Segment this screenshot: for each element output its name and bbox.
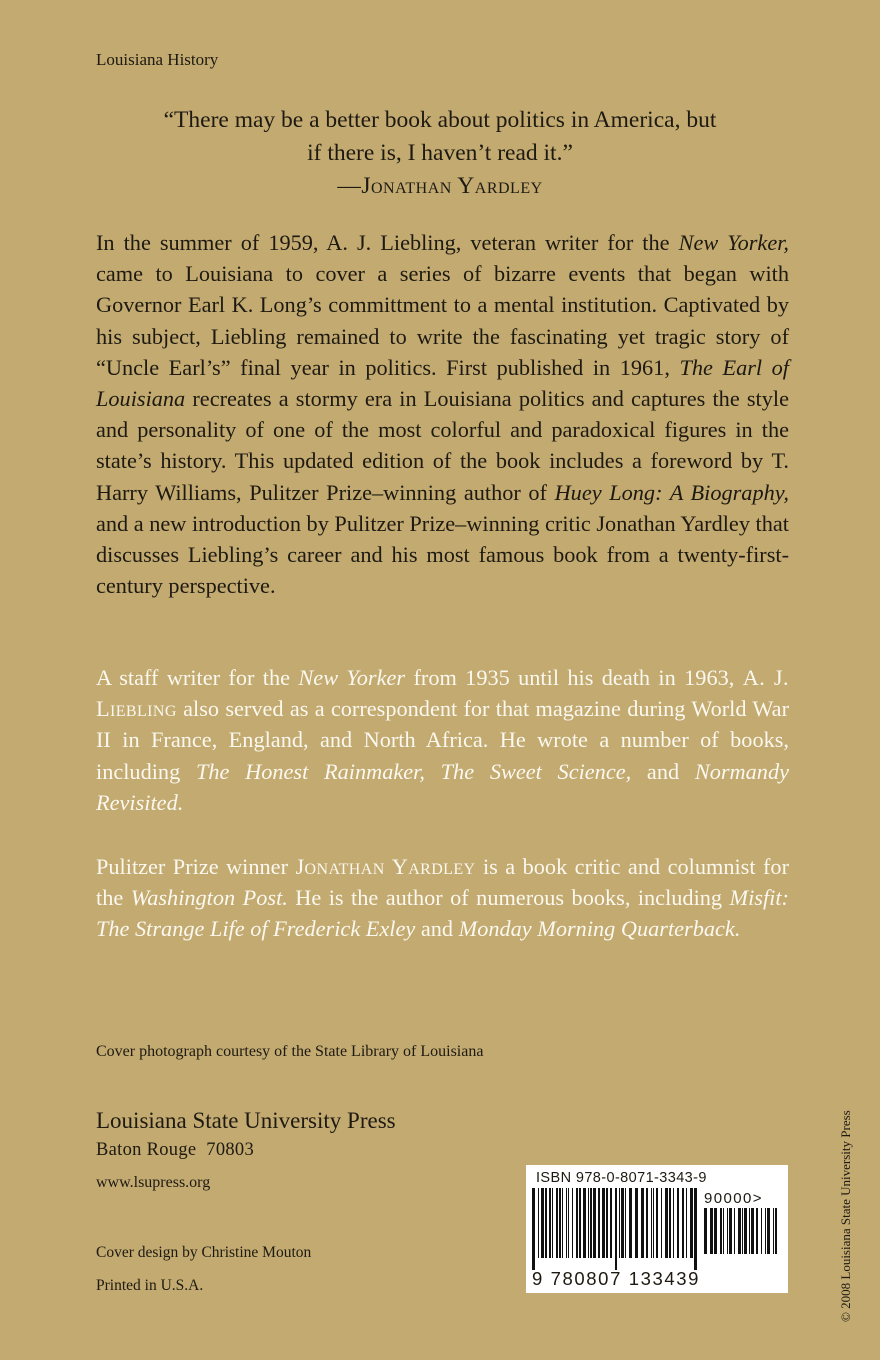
author-bio xyxy=(96,662,789,818)
barcode-bar xyxy=(629,1188,632,1258)
barcode-bar xyxy=(641,1188,644,1258)
barcode-bar xyxy=(686,1188,687,1258)
barcode-bar xyxy=(625,1188,626,1258)
barcode-bar xyxy=(556,1188,558,1258)
barcode-bar xyxy=(734,1208,735,1254)
barcode-bar xyxy=(761,1208,762,1254)
quote-line-1: “There may be a better book about politics in America, but xyxy=(163,107,717,133)
bio-italic: New Yorker xyxy=(298,665,406,690)
desc-italic: New Yorker, xyxy=(678,230,789,255)
barcode-bar xyxy=(532,1188,535,1270)
barcode-bar xyxy=(720,1208,722,1254)
barcode-bar xyxy=(588,1188,589,1258)
barcode-bar xyxy=(775,1208,777,1254)
barcode-bar xyxy=(665,1188,668,1258)
copyright-notice: © 2008 Louisiana State University Press xyxy=(838,1110,853,1322)
cover-design-credit: Cover design by Christine Mouton xyxy=(96,1244,312,1261)
bio-titles: The Honest Rainmaker, The Sweet Science, xyxy=(195,758,632,784)
barcode-bar xyxy=(669,1188,671,1258)
barcode-bar xyxy=(562,1188,563,1258)
category-label: Louisiana History xyxy=(96,50,219,69)
publisher-url[interactable]: www.lsupress.org xyxy=(96,1174,211,1191)
desc-text: and a new introduction by Pulitzer Prize–winning critic Jonathan Yardley that discusses Liebling’s career and his most famous book from a twenty-first-century perspective. xyxy=(96,510,789,599)
bio-title: Normandy Revisited. xyxy=(96,758,789,815)
desc-text: came to Louisiana to cover a series of bizarre events that began with Governor Earl K. Long’s committment to a mental institution. Captivated by his subject, Liebling remained to write the fascinating yet tragic story of “Uncle Earl’s” final year in politics. First published in 1961, xyxy=(96,261,789,380)
barcode-bar xyxy=(621,1188,624,1258)
barcode-bar xyxy=(773,1208,774,1254)
barcode-bar xyxy=(729,1208,732,1254)
barcode-bar xyxy=(541,1188,544,1258)
barcode-bar xyxy=(606,1188,608,1258)
barcode-bar xyxy=(704,1208,707,1254)
author-name: A. J. Liebling xyxy=(96,665,789,722)
barcode-bar xyxy=(579,1188,581,1258)
barcode-bar xyxy=(590,1188,592,1258)
barcode-bar xyxy=(673,1188,674,1258)
barcode-bar xyxy=(742,1208,743,1254)
barcode-bar xyxy=(651,1188,652,1258)
barcode-bar xyxy=(744,1208,747,1254)
barcode-bar xyxy=(682,1188,684,1258)
barcode-bar xyxy=(602,1188,605,1258)
barcode-bar xyxy=(635,1188,638,1258)
book-description xyxy=(96,227,789,601)
barcode-bar xyxy=(572,1188,573,1258)
barcode-bar xyxy=(710,1208,713,1254)
ean-barcode-graphic xyxy=(532,1188,698,1270)
bio-text: Pulitzer Prize winner xyxy=(96,854,296,879)
bio-text: from 1935 until his death in 1963, xyxy=(405,665,743,690)
desc-text: recreates a stormy era in Louisiana politics and captures the style and personality of one of the most colorful and paradoxical figures in the state’s history. This updated edition of the book includes a foreword by T. Harry Williams, Pulitzer Prize–winning author of xyxy=(96,386,789,505)
barcode-bar xyxy=(593,1188,596,1258)
introducer-name: Jonathan Yardley xyxy=(295,854,476,879)
publisher-name: Louisiana State University Press xyxy=(96,1108,396,1133)
barcode-bar xyxy=(583,1188,586,1258)
barcode-bar xyxy=(714,1208,717,1254)
barcode-bar xyxy=(619,1188,620,1258)
barcode-bar xyxy=(756,1208,758,1254)
barcode-bar xyxy=(677,1188,679,1258)
barcode-bar xyxy=(765,1208,766,1254)
barcode-bar xyxy=(559,1188,561,1258)
quote-line-2: if there is, I haven’t read it.” xyxy=(307,140,573,166)
barcode-bar xyxy=(549,1188,551,1258)
quote-attribution: —Jonathan Yardley xyxy=(337,173,543,199)
desc-title: The Earl of Louisiana xyxy=(96,354,790,412)
barcode-bar xyxy=(568,1188,569,1258)
bio-text: He is the author of numerous books, including xyxy=(287,885,730,911)
barcode-bar xyxy=(727,1208,728,1254)
desc-title: Huey Long: A Biography, xyxy=(554,479,789,505)
bio-text: and xyxy=(415,916,459,942)
barcode-bar xyxy=(545,1188,547,1258)
addon-barcode-graphic xyxy=(704,1208,780,1266)
barcode-bar xyxy=(751,1208,754,1254)
bio-text: A staff writer for the xyxy=(96,665,299,690)
barcode-bar xyxy=(723,1208,724,1254)
bio-text: also served as a correspondent for that magazine during World War II in France, England, and North Africa. He wrote a number of books, including xyxy=(96,696,789,784)
barcode-bar xyxy=(538,1188,539,1258)
barcode-bar xyxy=(738,1208,741,1254)
barcode-bar xyxy=(610,1188,612,1258)
bio-text: is a book critic and columnist for the xyxy=(96,854,789,911)
barcode-bar xyxy=(646,1188,648,1258)
barcode-bar xyxy=(656,1188,658,1258)
desc-text: In the summer of 1959, A. J. Liebling, veteran writer for the xyxy=(96,230,679,255)
barcode-bar xyxy=(661,1188,662,1258)
barcode-bar xyxy=(690,1188,693,1258)
price-code: 90000> xyxy=(704,1190,763,1207)
barcode-bar xyxy=(694,1188,697,1270)
barcode-bar xyxy=(598,1188,600,1258)
bio-title: Monday Morning Quarterback. xyxy=(458,916,741,942)
cover-photo-credit: Cover photograph courtesy of the State Library of Louisiana xyxy=(96,1043,484,1060)
barcode-bar xyxy=(653,1188,654,1258)
printed-in: Printed in U.S.A. xyxy=(96,1277,204,1294)
ean-digits: 9 780807 133439 xyxy=(532,1268,701,1289)
bio-text: and xyxy=(631,758,695,784)
barcode-bar xyxy=(767,1208,770,1254)
barcode-bar xyxy=(566,1188,567,1258)
blurb-quote xyxy=(96,104,784,203)
barcode-bar xyxy=(552,1188,553,1258)
introducer-bio xyxy=(96,851,789,945)
barcode-bar xyxy=(576,1188,578,1258)
publisher-city: Baton Rouge 70803 xyxy=(96,1140,255,1160)
isbn-label: ISBN 978-0-8071-3343-9 xyxy=(536,1170,707,1186)
bio-italic: Washington Post. xyxy=(130,885,288,911)
barcode-bar xyxy=(615,1188,617,1270)
barcode-bar xyxy=(749,1208,750,1254)
bio-title: Misfit: The Strange Life of Frederick Exley xyxy=(96,885,789,942)
